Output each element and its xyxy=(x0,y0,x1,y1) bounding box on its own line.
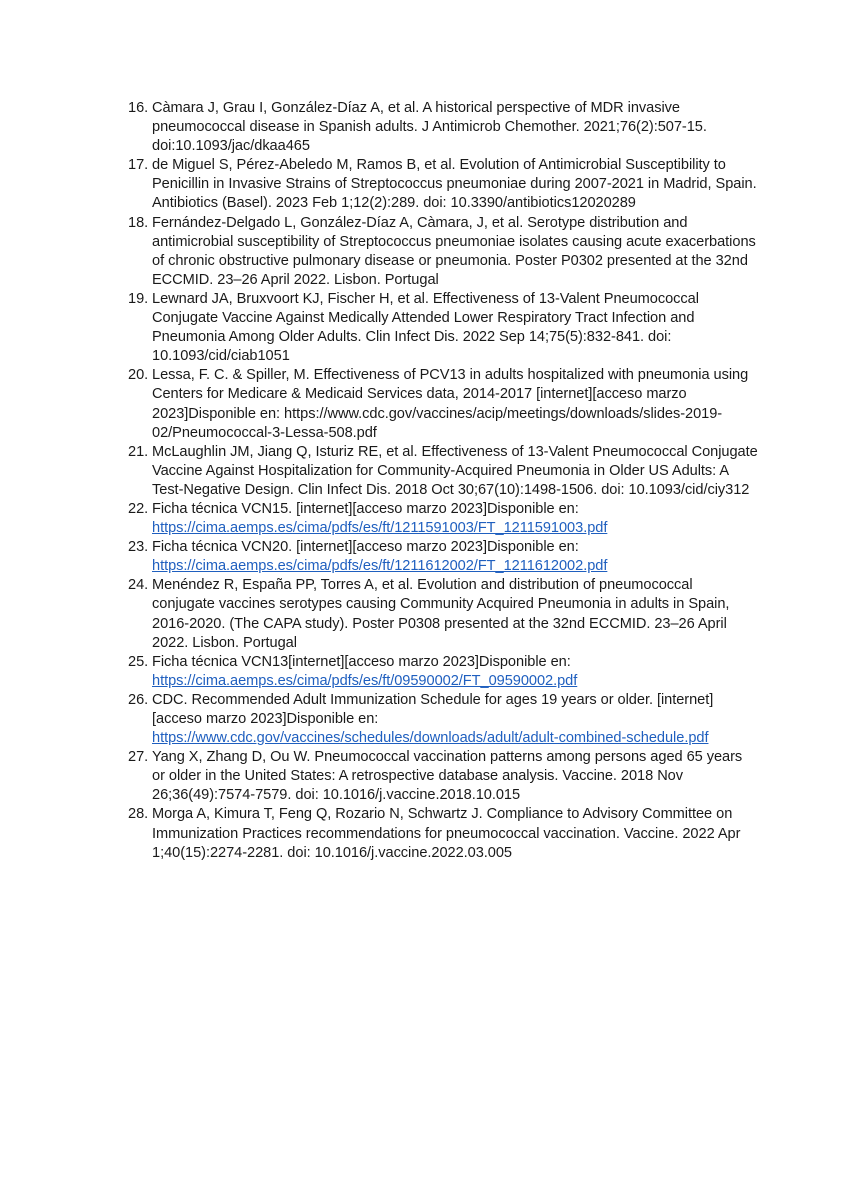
reference-item xyxy=(118,500,758,538)
reference-text: McLaughlin JM, Jiang Q, Isturiz RE, et al. Effectiveness of 13-Valent Pneumococcal Conjugate Vaccine Against Hospitalization for Community-Acquired Pneumonia in Older US Adults: A Test-Negative Design. Clin Infect Dis. 2018 Oct 30;67(10):1498-1506. doi: 10.1093/cid/ciy312 xyxy=(152,443,758,498)
reference-text: CDC. Recommended Adult Immunization Schedule for ages 19 years or older. [internet][acceso marzo 2023]Disponible en: xyxy=(152,691,714,727)
reference-item xyxy=(118,805,758,862)
reference-item xyxy=(118,576,758,652)
reference-number: 26. xyxy=(128,691,149,708)
reference-text: de Miguel S, Pérez-Abeledo M, Ramos B, et al. Evolution of Antimicrobial Susceptibility to Penicillin in Invasive Strains of Streptococcus pneumoniae during 2007-2021 in Madrid, Spain. Antibiotics (Basel). 2023 Feb 1;12(2):289. doi: 10.3390/antibiotics12020289 xyxy=(152,157,757,212)
reference-text: Fernández-Delgado L, González-Díaz A, Càmara, J, et al. Serotype distribution and antimicrobial susceptibility of Streptococcus pneumoniae isolates causing acute exacerbations of chronic obstructive pulmonary disease or pneumonia. Poster P0302 presented at the 32nd ECCMID. 23–26 April 2022. Lisbon. Portugal xyxy=(152,214,756,288)
reference-number: 17. xyxy=(128,157,149,174)
reference-number: 21. xyxy=(128,443,149,460)
reference-number: 19. xyxy=(128,290,149,307)
reference-number: 16. xyxy=(128,100,149,116)
reference-text: Lewnard JA, Bruxvoort KJ, Fischer H, et al. Effectiveness of 13-Valent Pneumococcal Conjugate Vaccine Against Medically Attended Lower Respiratory Tract Infection and Pneumonia Among Older Adults. Clin Infect Dis. 2022 Sep 14;75(5):832-841. doi: 10.1093/cid/ciab1051 xyxy=(152,290,699,365)
reference-item xyxy=(118,653,758,691)
reference-number: 28. xyxy=(128,806,149,823)
reference-item xyxy=(118,366,758,442)
reference-text: Ficha técnica VCN15. [internet][acceso marzo 2023]Disponible en: xyxy=(152,500,579,517)
reference-text: Lessa, F. C. & Spiller, M. Effectiveness of PCV13 in adults hospitalized with pneumonia using Centers for Medicare & Medicaid Services data, 2014-2017 [internet][acceso marzo 2023]Disponible en: https://www.cdc.gov/vaccines/acip/meetings/downloads/slides-2019-02/Pneumococcal-3-Lessa-508.pdf xyxy=(152,367,749,441)
reference-text: Ficha técnica VCN20. [internet][acceso marzo 2023]Disponible en: xyxy=(152,539,579,556)
reference-text: Menéndez R, España PP, Torres A, et al. Evolution and distribution of pneumococcal conjugate vaccines serotypes causing Community Acquired Pneumonia in adults in Spain, 2016-2020. (The CAPA study). Poster P0308 presented at the 32nd ECCMID. 23–26 April 2022. Lisbon. Portugal xyxy=(152,577,730,651)
reference-link[interactable]: https://www.cdc.gov/vaccines/schedules/downloads/adult/adult-combined-schedule.pdf xyxy=(152,730,709,747)
reference-item xyxy=(118,443,758,500)
reference-number: 24. xyxy=(128,577,149,594)
reference-link[interactable]: https://cima.aemps.es/cima/pdfs/es/ft/1211591003/FT_1211591003.pdf xyxy=(152,520,608,537)
reference-list xyxy=(118,99,758,863)
reference-item xyxy=(118,156,758,213)
reference-item xyxy=(118,99,758,156)
reference-link[interactable]: https://cima.aemps.es/cima/pdfs/es/ft/09590002/FT_09590002.pdf xyxy=(152,672,578,689)
reference-item xyxy=(118,214,758,290)
reference-text: Càmara J, Grau I, González-Díaz A, et al. A historical perspective of MDR invasive pneumococcal disease in Spanish adults. J Antimicrob Chemother. 2021;76(2):507-15. doi:10.1093/jac/dkaa465 xyxy=(152,100,707,155)
reference-text: Ficha técnica VCN13[internet][acceso marzo 2023]Disponible en: xyxy=(152,653,571,670)
reference-item xyxy=(118,290,758,366)
reference-number: 25. xyxy=(128,653,149,670)
reference-number: 22. xyxy=(128,500,149,517)
reference-number: 23. xyxy=(128,539,149,556)
reference-text: Yang X, Zhang D, Ou W. Pneumococcal vaccination patterns among persons aged 65 years or older in the United States: A retrospective database analysis. Vaccine. 2018 Nov 26;36(49):7574-7579. doi: 10.1016/j.vaccine.2018.10.015 xyxy=(152,749,743,804)
reference-item xyxy=(118,538,758,576)
reference-item xyxy=(118,748,758,805)
reference-item xyxy=(118,691,758,748)
reference-text: Morga A, Kimura T, Feng Q, Rozario N, Schwartz J. Compliance to Advisory Committee on Immunization Practices recommendations for pneumococcal vaccination. Vaccine. 2022 Apr 1;40(15):2274-2281. doi: 10.1016/j.vaccine.2022.03.005 xyxy=(152,806,741,861)
reference-link[interactable]: https://cima.aemps.es/cima/pdfs/es/ft/1211612002/FT_1211612002.pdf xyxy=(152,558,608,575)
reference-number: 18. xyxy=(128,214,149,231)
reference-number: 27. xyxy=(128,749,149,766)
reference-number: 20. xyxy=(128,367,149,384)
